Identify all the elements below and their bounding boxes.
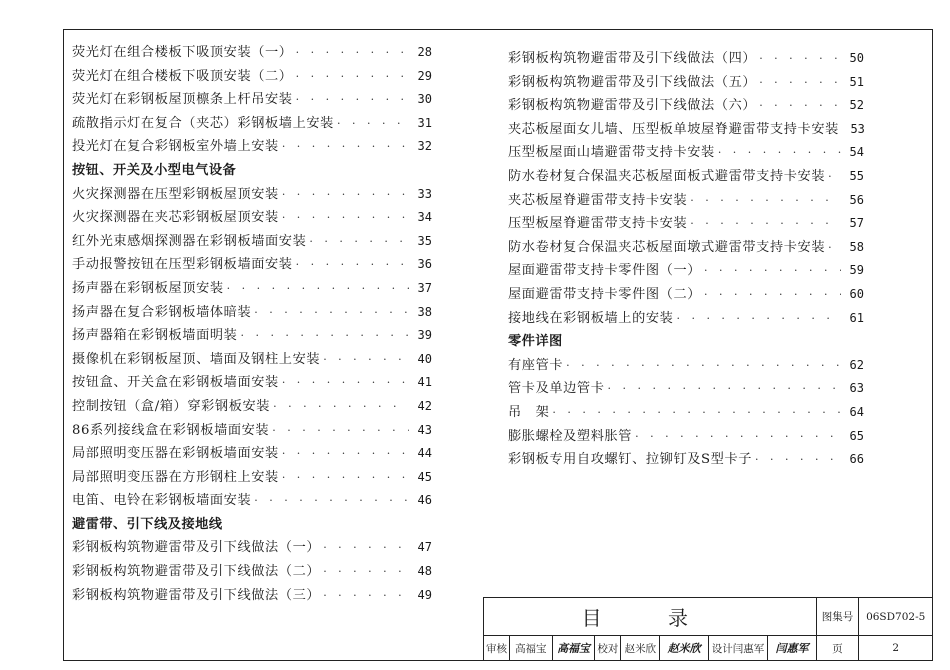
toc-entry-page: 51 [849, 74, 864, 89]
check-signature: 赵米欣 [660, 636, 708, 661]
toc-entry-title: 扬声器在彩钢板屋顶安装 [72, 280, 224, 296]
toc-entry [508, 118, 864, 142]
leader-dots [755, 453, 841, 466]
toc-entry [508, 307, 864, 331]
toc-entry-title: 屋面避雷带支持卡零件图（一） [508, 263, 702, 279]
toc-entry-page: 30 [417, 92, 432, 107]
toc-entry-page: 62 [849, 357, 864, 372]
leader-dots [552, 406, 841, 419]
leader-dots [254, 306, 409, 319]
toc-entry [508, 71, 864, 95]
review-name: 高福宝 [509, 636, 552, 661]
toc-entry-title: 彩钢板专用自攻螺钉、拉铆钉及S型卡子 [508, 452, 753, 468]
toc-entry [508, 47, 864, 71]
atlas-number: 06SD702-5 [859, 598, 933, 636]
toc-entry-title: 彩钢板构筑物避雷带及引下线做法（一） [72, 540, 321, 556]
review-signature: 高福宝 [552, 636, 595, 661]
toc-entry-title: 防水卷材复合保温夹芯板屋面板式避雷带支持卡安装 [508, 168, 826, 184]
toc-entry-title: 86系列接线盒在彩钢板墙面安装 [72, 422, 270, 438]
toc-entry-title: 夹芯板屋脊避雷带支持卡安装 [508, 192, 688, 208]
toc-entry-title: 接地线在彩钢板墙上的安装 [508, 310, 674, 326]
toc-entry-page: 42 [417, 398, 432, 413]
toc-entry-title: 彩钢板构筑物避雷带及引下线做法（六） [508, 98, 757, 114]
toc-entry-page: 44 [417, 446, 432, 461]
toc-entry-page: 31 [417, 115, 432, 130]
leader-dots [296, 93, 409, 106]
toc-entry-title: 按钮盒、开关盒在彩钢板墙面安装 [72, 375, 279, 391]
leader-dots [828, 241, 841, 254]
review-label: 审核 [484, 636, 510, 661]
toc-entry [508, 94, 864, 118]
toc-entry-title: 控制按钮（盒/箱）穿彩钢板安装 [72, 398, 271, 414]
leader-dots [282, 188, 409, 201]
toc-entry-page: 37 [417, 280, 432, 295]
toc-entry [72, 371, 432, 395]
toc-entry-page: 33 [417, 186, 432, 201]
toc-entry [72, 253, 432, 277]
toc-entry [72, 324, 432, 348]
toc-entry-page: 39 [417, 328, 432, 343]
toc-entry-page: 52 [849, 98, 864, 113]
toc-entry-title: 彩钢板构筑物避雷带及引下线做法（二） [72, 564, 321, 580]
toc-entry-title: 防水卷材复合保温夹芯板屋面墩式避雷带支持卡安装 [508, 239, 826, 255]
leader-dots [323, 565, 409, 578]
toc-entry [72, 466, 432, 490]
leader-dots [309, 235, 409, 248]
leader-dots [282, 447, 409, 460]
toc-entry-page: 41 [417, 375, 432, 390]
leader-dots [635, 430, 841, 443]
leader-dots [323, 541, 409, 554]
leader-dots [296, 258, 409, 271]
toc-entry [508, 448, 864, 472]
toc-entry-title: 局部照明变压器在方形钢柱上安装 [72, 469, 279, 485]
toc-entry-title: 火灾探测器在压型彩钢板屋顶安装 [72, 186, 279, 202]
toc-entry-title: 电笛、电铃在彩钢板墙面安装 [72, 493, 252, 509]
toc-entry-page: 60 [849, 286, 864, 301]
toc-entry [508, 212, 864, 236]
toc-entry [508, 189, 864, 213]
leader-dots [323, 589, 409, 602]
design-signature: 闫惠军 [768, 636, 816, 661]
toc-entry [508, 283, 864, 307]
section-heading: 避雷带、引下线及接地线 [72, 516, 223, 532]
leader-dots [273, 400, 409, 413]
leader-dots [676, 312, 841, 325]
toc-entry-title: 膨胀螺栓及塑料胀管 [508, 428, 633, 444]
toc-entry [508, 141, 864, 165]
toc-entry-title: 红外光束感烟探测器在彩钢板墙面安装 [72, 233, 307, 249]
toc-entry-page: 57 [849, 216, 864, 231]
toc-entry [72, 536, 432, 560]
toc-entry-page: 45 [417, 469, 432, 484]
toc-entry [72, 277, 432, 301]
toc-entry-page: 61 [849, 310, 864, 325]
leader-dots [690, 217, 841, 230]
toc-entry-page: 54 [849, 145, 864, 160]
toc-entry-page: 43 [417, 422, 432, 437]
leader-dots [718, 146, 841, 159]
toc-entry-title: 有座管卡 [508, 357, 564, 373]
leader-dots [323, 353, 409, 366]
title-block [483, 597, 933, 661]
toc-entry-page: 36 [417, 257, 432, 272]
toc-left-column [72, 41, 432, 607]
check-label: 校对 [595, 636, 621, 661]
design-label-name [708, 636, 768, 661]
toc-entry-title: 压型板屋面山墙避雷带支持卡安装 [508, 145, 715, 161]
toc-entry-title: 疏散指示灯在复合（夹芯）彩钢板墙上安装 [72, 115, 334, 131]
design-label: 设计 [711, 642, 733, 655]
toc-right-column [508, 47, 864, 472]
toc-entry-title: 彩钢板构筑物避雷带及引下线做法（五） [508, 74, 757, 90]
leader-dots [828, 170, 841, 183]
toc-entry-title: 投光灯在复合彩钢板室外墙上安装 [72, 139, 279, 155]
toc-entry [72, 183, 432, 207]
toc-entry [72, 395, 432, 419]
toc-entry [72, 206, 432, 230]
toc-entry [72, 88, 432, 112]
section-heading: 零件详图 [508, 334, 563, 350]
toc-entry [72, 560, 432, 584]
toc-entry-page: 59 [849, 263, 864, 278]
toc-entry-title: 扬声器箱在彩钢板墙面明装 [72, 328, 238, 344]
toc-entry-title: 压型板屋脊避雷带支持卡安装 [508, 216, 688, 232]
toc-entry-title: 彩钢板构筑物避雷带及引下线做法（四） [508, 51, 757, 66]
toc-entry-page: 53 [850, 121, 865, 136]
leader-dots [296, 46, 409, 59]
leader-dots [759, 52, 841, 65]
toc-entry [72, 65, 432, 89]
toc-entry-page: 32 [417, 139, 432, 154]
toc-entry-page: 64 [849, 404, 864, 419]
sheet-title: 目 录 [484, 598, 817, 636]
toc-entry-title: 手动报警按钮在压型彩钢板墙面安装 [72, 257, 293, 273]
toc-entry-title: 彩钢板构筑物避雷带及引下线做法（三） [72, 587, 321, 603]
toc-entry-title: 吊 架 [508, 404, 550, 420]
toc-entry-title: 荧光灯在彩钢板屋顶檩条上杆吊安装 [72, 92, 293, 108]
toc-entry-page: 56 [849, 192, 864, 207]
toc-entry-title: 摄像机在彩钢板屋顶、墙面及钢柱上安装 [72, 351, 321, 367]
toc-entry [72, 301, 432, 325]
toc-entry-page: 49 [417, 587, 432, 602]
leader-dots [690, 194, 841, 207]
page-number: 2 [859, 636, 933, 661]
toc-entry [508, 165, 864, 189]
leader-dots [759, 76, 841, 89]
toc-entry [72, 489, 432, 513]
toc-entry-page: 38 [417, 304, 432, 319]
toc-entry [508, 236, 864, 260]
toc-entry-page: 47 [417, 540, 432, 555]
leader-dots [608, 382, 841, 395]
leader-dots [272, 424, 409, 437]
toc-entry-title: 夹芯板屋面女儿墙、压型板单坡屋脊避雷带支持卡安装 [508, 121, 839, 137]
leader-dots [282, 471, 409, 484]
toc-entry-page: 66 [849, 452, 864, 467]
toc-entry-page: 55 [849, 168, 864, 183]
toc-entry-title: 火灾探测器在夹芯彩钢板屋顶安装 [72, 210, 279, 226]
section-heading: 按钮、开关及小型电气设备 [72, 162, 237, 178]
toc-entry-page: 29 [417, 68, 432, 83]
leader-dots [227, 282, 409, 295]
toc-entry [508, 354, 864, 378]
toc-entry-title: 扬声器在复合彩钢板墙体暗装 [72, 304, 252, 320]
toc-entry-title: 荧光灯在组合楼板下吸顶安装（一） [72, 45, 293, 60]
toc-entry [72, 419, 432, 443]
leader-dots [296, 70, 409, 83]
leader-dots [282, 211, 409, 224]
leader-dots [254, 494, 409, 507]
toc-entry-page: 35 [417, 233, 432, 248]
toc-entry-page: 46 [417, 493, 432, 508]
leader-dots [240, 329, 409, 342]
leader-dots [282, 140, 409, 153]
design-name: 闫惠军 [732, 642, 765, 655]
leader-dots [566, 359, 841, 372]
atlas-label: 图集号 [816, 598, 859, 636]
toc-entry [508, 401, 864, 425]
toc-entry-title: 局部照明变压器在彩钢板墙面安装 [72, 446, 279, 462]
toc-entry [72, 112, 432, 136]
toc-entry [508, 425, 864, 449]
toc-entry [508, 259, 864, 283]
toc-entry [72, 442, 432, 466]
check-name: 赵米欣 [621, 636, 660, 661]
toc-entry-page: 28 [417, 45, 432, 59]
toc-entry-page: 48 [417, 564, 432, 579]
toc-entry [72, 135, 432, 159]
leader-dots [704, 264, 841, 277]
toc-entry-page: 58 [849, 239, 864, 254]
toc-entry [508, 377, 864, 401]
toc-entry-title: 屋面避雷带支持卡零件图（二） [508, 286, 702, 302]
leader-dots [282, 376, 409, 389]
toc-entry-page: 63 [849, 381, 864, 396]
leader-dots [759, 99, 841, 112]
toc-entry [72, 41, 432, 65]
page-label: 页 [816, 636, 859, 661]
toc-entry-page: 40 [417, 351, 432, 366]
leader-dots [337, 117, 409, 130]
leader-dots [704, 288, 841, 301]
toc-entry [72, 348, 432, 372]
toc-entry-page: 65 [849, 428, 864, 443]
toc-entry-title: 荧光灯在组合楼板下吸顶安装（二） [72, 68, 293, 84]
toc-entry-title: 管卡及单边管卡 [508, 381, 605, 397]
toc-entry-page: 34 [417, 210, 432, 225]
toc-entry [72, 584, 432, 608]
toc-entry-page: 50 [849, 51, 864, 65]
toc-entry [72, 230, 432, 254]
